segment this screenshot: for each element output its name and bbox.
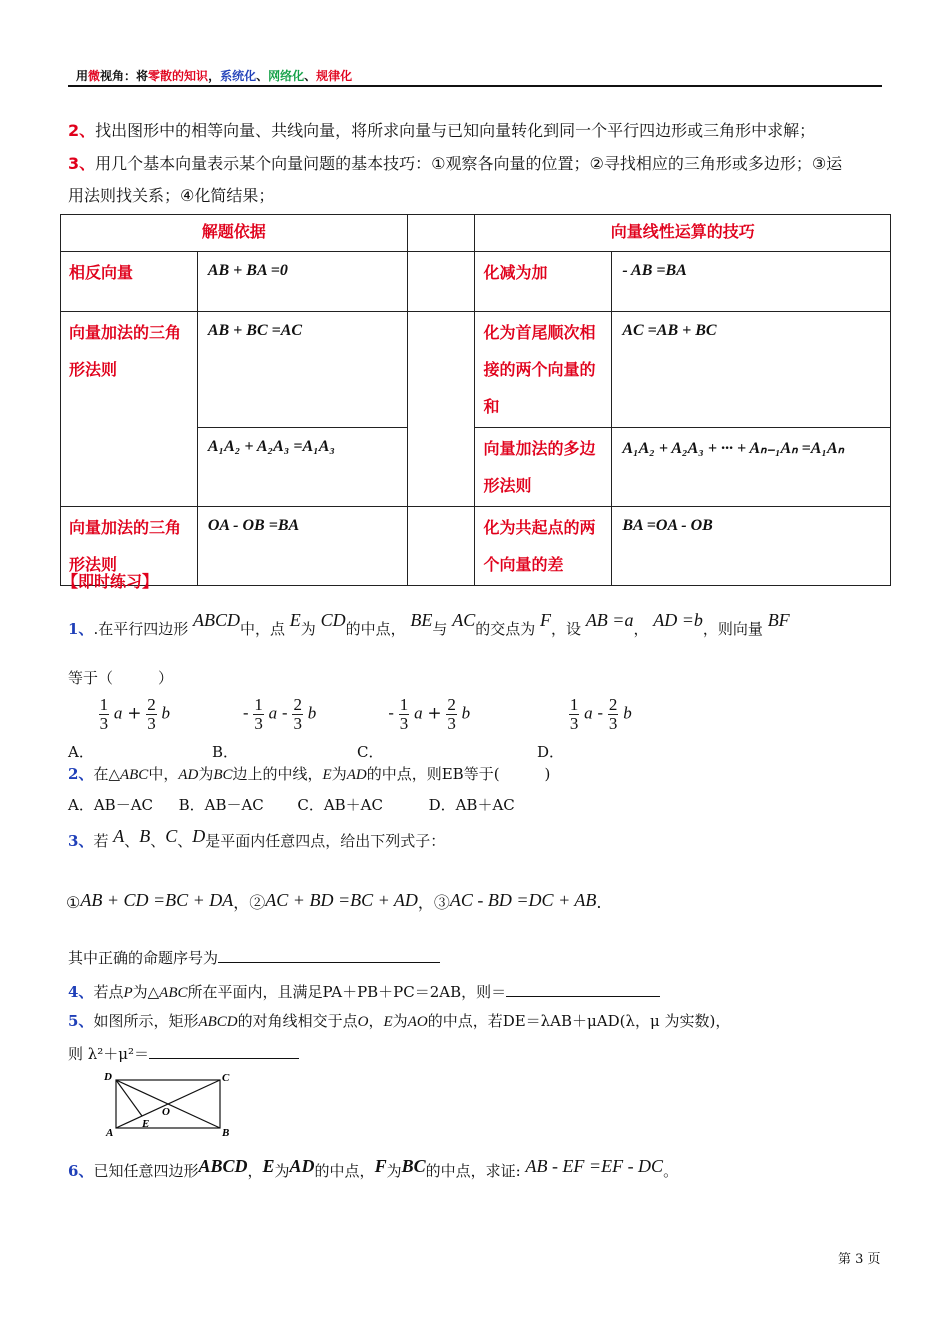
q-text: ， [247, 1162, 263, 1180]
expression: AC + BD =BC + AD [265, 890, 418, 910]
expression: AB - EF =EF - DC [525, 1156, 664, 1176]
header-rule [68, 85, 882, 87]
question-1 [68, 610, 790, 639]
q-text: 与 [432, 620, 448, 638]
header-tagline [76, 67, 352, 84]
option-operator: + [127, 703, 142, 724]
q-text: 的中点， [345, 620, 406, 638]
numerator: 2 [447, 695, 456, 714]
option-label: B． [178, 796, 205, 814]
q1-option-c[interactable] [357, 695, 471, 761]
vector-b: b [307, 703, 317, 723]
option-text: AB－AC [204, 796, 264, 814]
vector-b: b [461, 703, 471, 723]
intro-item-3 [68, 154, 842, 174]
q-text: 中， [148, 765, 179, 783]
fraction [608, 696, 619, 733]
table-cell-label: 向量加法的多边形法则 [475, 428, 612, 507]
table-spacer [407, 312, 475, 507]
option-operator: - [281, 703, 288, 724]
end-punct: . [596, 893, 602, 912]
denominator: 3 [254, 714, 263, 733]
q-text: ，设 [551, 620, 582, 638]
q-math: F [374, 1156, 387, 1176]
q1-option-d[interactable] [537, 695, 632, 761]
table-cell-label: 化为共起点的两个向量的差 [475, 507, 612, 586]
vector-b: b [161, 703, 170, 723]
option-operator: - [597, 703, 604, 724]
q2-option-a[interactable] [68, 796, 153, 814]
tagline-part: 用 [76, 69, 89, 83]
denominator: 3 [293, 714, 302, 733]
numerator: 1 [569, 695, 579, 714]
question-number: 6、 [68, 1162, 94, 1180]
table-cell-formula: AB + BC =AC [197, 312, 407, 428]
q-text: 的对角线相交于点 [237, 1012, 358, 1030]
tagline-part: 、 [256, 69, 269, 83]
q3-answer-line [68, 946, 440, 968]
q-text: 若点 [93, 983, 124, 1001]
q-text: .在平行四边形 [93, 620, 189, 638]
q-text: 是平面内任意四点，给出下列式子： [205, 832, 446, 850]
intro-item-2 [68, 121, 815, 141]
option-operator: + [427, 703, 442, 724]
q-text: 则 λ²＋μ²＝ [68, 1045, 150, 1063]
q-text: 的中点，则EB等于( ) [366, 765, 551, 783]
q-math: O [357, 1014, 369, 1030]
q-math: AD [178, 767, 199, 783]
option-label: B． [212, 742, 239, 761]
q-math: C [165, 826, 178, 846]
table-spacer [407, 215, 475, 252]
question-number: 4、 [68, 983, 94, 1001]
q1-option-b[interactable] [212, 695, 317, 761]
vector-b: b [623, 703, 632, 723]
table-cell-formula: OA - OB =BA [197, 507, 407, 586]
q-text: 为 [331, 765, 347, 783]
denominator: 3 [99, 714, 109, 733]
question-4 [68, 980, 660, 1003]
table-cell-formula: A₁A₂ + A₂A₃ =A₁A₃ [197, 428, 407, 507]
table-cell-label: 化减为加 [475, 252, 612, 312]
option-label: D． [537, 742, 565, 761]
page-number: 第 3 页 [838, 1252, 881, 1267]
q-math: P [123, 985, 133, 1001]
point-label-o: O [162, 1106, 170, 1118]
table-cell-label: 化为首尾顺次相接的两个向量的和 [475, 312, 612, 428]
q-text: 中，点 [240, 620, 286, 638]
tagline-part: 零散的知识 [148, 69, 209, 83]
q-text: 、 [124, 832, 140, 850]
option-label: A． [68, 796, 94, 814]
item-text: 找出图形中的相等向量、共线向量，将所求向量与已知向量转化到同一个平行四边形或三角形中求解； [95, 121, 816, 140]
option-sign: - [388, 703, 395, 724]
q-text: 若 [93, 832, 109, 850]
q-text: 、 [177, 832, 193, 850]
option-text: AB＋AC [455, 796, 515, 814]
question-number: 3、 [68, 832, 94, 850]
q5-line2 [68, 1042, 299, 1064]
q-math: CD [320, 610, 346, 630]
q1-line2: 等于（ ） [68, 669, 174, 687]
q-text: 为 [392, 1012, 408, 1030]
table-header-basis: 解题依据 [61, 215, 408, 252]
q-math: BF [767, 610, 790, 630]
option-sign: - [242, 703, 249, 724]
q-text: 所在平面内，且满足PA＋PB＋PC＝2AB，则＝ [187, 983, 507, 1001]
option-label: C． [297, 796, 324, 814]
q-math: ABCD [198, 1014, 238, 1030]
q-text: 边上的中线， [232, 765, 323, 783]
q-text: 、 [150, 832, 166, 850]
numerator: 2 [147, 695, 156, 714]
table-cell-formula: - AB =BA [612, 252, 891, 312]
answer-blank[interactable] [149, 1042, 299, 1059]
circle-number: ① [66, 893, 81, 912]
q-text: ，则向量 [702, 620, 763, 638]
point-label-a: A [106, 1127, 114, 1139]
answer-blank[interactable] [218, 946, 440, 963]
question-3 [68, 826, 446, 851]
q2-options [68, 795, 515, 815]
table-cell-formula: AB + BA =0 [197, 252, 407, 312]
numerator: 1 [254, 695, 263, 714]
option-label: C． [357, 742, 384, 761]
q-text: 已知任意四边形 [93, 1162, 199, 1180]
tagline-part: 视角：将 [100, 69, 149, 83]
q-math: E [289, 610, 301, 630]
point-label-d: D [104, 1071, 112, 1083]
q-text: 其中正确的命题序号为 [68, 949, 219, 967]
question-2 [68, 764, 550, 785]
tagline-part: ， [208, 69, 221, 83]
q-text: 为 [300, 620, 316, 638]
q-math: B [139, 826, 151, 846]
q-math: ABC [159, 985, 188, 1001]
q-math: AO [407, 1014, 428, 1030]
point-label-e: E [142, 1118, 150, 1130]
expression: AB + CD =BC + DA [80, 890, 234, 910]
numerator: 1 [99, 695, 109, 714]
fraction [399, 696, 410, 733]
q-text: 的中点， [314, 1162, 375, 1180]
table-header-techniques: 向量线性运算的技巧 [475, 215, 891, 252]
q-math: AD =b [653, 610, 703, 630]
q-text: 为 [198, 765, 214, 783]
end-punct: 。 [663, 1162, 679, 1180]
numerator: 2 [293, 695, 302, 714]
vector-a: a [584, 703, 593, 723]
q-math: F [540, 610, 552, 630]
q-math: ABCD [193, 610, 240, 630]
table-spacer [407, 507, 475, 586]
q-text: 为 [386, 1162, 402, 1180]
table-spacer [407, 252, 475, 312]
table-cell-formula: AC =AB + BC [612, 312, 891, 428]
tagline-part: 网络化 [268, 69, 305, 83]
denominator: 3 [399, 714, 409, 733]
fraction [292, 696, 303, 733]
q-math: ABC [119, 767, 149, 783]
table-cell-formula: BA =OA - OB [612, 507, 891, 586]
q-math: AD [289, 1156, 315, 1176]
expression: AC - BD =DC + AB [449, 890, 597, 910]
fraction [253, 696, 264, 733]
q2-option-b[interactable] [179, 796, 264, 814]
q-math: BE [410, 610, 433, 630]
q-math: ABCD [198, 1156, 248, 1176]
question-number: 2、 [68, 765, 94, 783]
q-math: E [322, 767, 332, 783]
fraction [146, 696, 157, 733]
item-number: 3、 [68, 154, 96, 173]
item-text: 用法则找关系；④化简结果； [68, 186, 275, 205]
q-math: AC [452, 610, 476, 630]
question-5 [68, 1011, 730, 1032]
q3-expressions [66, 892, 601, 913]
option-label: D． [428, 796, 456, 814]
q-math: BC [213, 767, 233, 783]
denominator: 3 [147, 714, 156, 733]
q-text: 的中点，若DE＝λAB＋μAD(λ，μ 为实数)， [427, 1012, 731, 1030]
q-text: 为 [274, 1162, 290, 1180]
vector-a: a [414, 703, 423, 723]
fraction [99, 696, 110, 733]
point-label-b: B [222, 1127, 230, 1139]
q-math: BC [401, 1156, 426, 1176]
tagline-part: 系统化 [220, 69, 257, 83]
circle-number: ，③ [417, 893, 450, 912]
question-number: 5、 [68, 1012, 94, 1030]
table-cell-label: 向量加法的三角形法则 [61, 507, 198, 586]
table-cell-label: 向量加法的三角形法则 [61, 312, 198, 507]
q1-option-a[interactable] [68, 695, 170, 761]
option-text: AB＋AC [323, 796, 383, 814]
practice-title: 【即时练习】 [62, 572, 159, 591]
item-text: 用几个基本向量表示某个向量问题的基本技巧：①观察各向量的位置；②寻找相应的三角形或多边形；③运 [95, 154, 843, 173]
q-text: ， [633, 620, 649, 638]
item-number: 2、 [68, 121, 96, 140]
q-math: AB =a [585, 610, 634, 630]
table-cell-label: 相反向量 [61, 252, 198, 312]
tagline-part: 、 [304, 69, 317, 83]
table-cell-formula: A₁A₂ + A₂A₃ + ··· + Aₙ₋₁Aₙ =A₁Aₙ [612, 428, 891, 507]
technique-table [60, 214, 891, 586]
point-label-c: C [222, 1072, 230, 1084]
circle-number: ，② [233, 893, 266, 912]
vector-a: a [113, 703, 123, 723]
q-math: D [192, 826, 206, 846]
tagline-part: 规律化 [316, 69, 353, 83]
denominator: 3 [608, 714, 618, 733]
fraction [446, 696, 457, 733]
q2-option-d[interactable] [429, 796, 515, 814]
q-text: 在△ [93, 765, 120, 783]
question-number: 1、 [68, 620, 94, 638]
option-label: A． [68, 742, 94, 761]
intro-item-3-cont [68, 186, 274, 206]
q-text: 的中点，求证: [425, 1162, 521, 1180]
q-math: E [262, 1156, 275, 1176]
numerator: 2 [608, 695, 618, 714]
q-text: 如图所示，矩形 [93, 1012, 199, 1030]
rectangle-figure [100, 1068, 240, 1142]
option-text: AB－AC [93, 796, 154, 814]
tagline-part: 微 [88, 69, 101, 83]
q-math: E [383, 1014, 393, 1030]
denominator: 3 [569, 714, 579, 733]
q2-option-c[interactable] [297, 796, 383, 814]
fraction [569, 696, 580, 733]
q-text: 为△ [132, 983, 160, 1001]
vector-a: a [268, 703, 278, 723]
q-math: A [113, 826, 125, 846]
numerator: 1 [399, 695, 409, 714]
question-6 [68, 1156, 679, 1181]
denominator: 3 [447, 714, 456, 733]
q-math: AD [346, 767, 367, 783]
q-text: 的交点为 [475, 620, 536, 638]
answer-blank[interactable] [506, 980, 660, 997]
q-text: ， [368, 1012, 384, 1030]
